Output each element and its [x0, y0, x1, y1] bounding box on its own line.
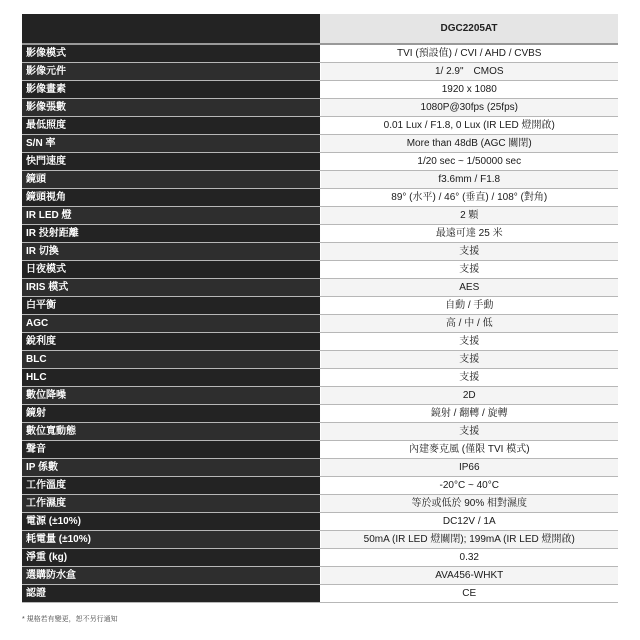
table-row: [22, 351, 618, 369]
table-row: [22, 99, 618, 117]
spec-value: 支援: [320, 351, 618, 369]
table-row: [22, 423, 618, 441]
spec-value: 2 顆: [320, 207, 618, 225]
spec-value: IP66: [320, 459, 618, 477]
spec-value: TVI (預設值) / CVI / AHD / CVBS: [320, 44, 618, 63]
spec-label: 影像張數: [22, 99, 320, 117]
table-row: [22, 441, 618, 459]
spec-value: 內建麥克風 (僅限 TVI 模式): [320, 441, 618, 459]
table-row: [22, 477, 618, 495]
table-row: [22, 63, 618, 81]
table-row: [22, 207, 618, 225]
table-row: [22, 495, 618, 513]
table-row: [22, 459, 618, 477]
spec-value: 1/ 2.9" CMOS: [320, 63, 618, 81]
spec-value: 89° (水平) / 46° (垂直) / 108° (對角): [320, 189, 618, 207]
spec-label: 銳利度: [22, 333, 320, 351]
table-row: [22, 117, 618, 135]
spec-value: More than 48dB (AGC 關閉): [320, 135, 618, 153]
spec-value: 支援: [320, 261, 618, 279]
spec-value: AVA456-WHKT: [320, 567, 618, 585]
table-row: [22, 44, 618, 63]
spec-label: 白平衡: [22, 297, 320, 315]
spec-value: 1920 x 1080: [320, 81, 618, 99]
table-row: [22, 369, 618, 387]
spec-label: AGC: [22, 315, 320, 333]
spec-label: IR LED 燈: [22, 207, 320, 225]
spec-label: 選購防水盒: [22, 567, 320, 585]
spec-value: f3.6mm / F1.8: [320, 171, 618, 189]
spec-label: 影像畫素: [22, 81, 320, 99]
spec-label: 鏡頭: [22, 171, 320, 189]
spec-label: 影像模式: [22, 44, 320, 63]
spec-value: 自動 / 手動: [320, 297, 618, 315]
spec-value: 2D: [320, 387, 618, 405]
spec-label: 最低照度: [22, 117, 320, 135]
spec-value: 1/20 sec ~ 1/50000 sec: [320, 153, 618, 171]
table-row: [22, 387, 618, 405]
spec-label: 工作溫度: [22, 477, 320, 495]
table-row: [22, 513, 618, 531]
spec-label: 日夜模式: [22, 261, 320, 279]
spec-label: 快門速度: [22, 153, 320, 171]
table-row: [22, 153, 618, 171]
spec-label: 耗電量 (±10%): [22, 531, 320, 549]
table-row: [22, 585, 618, 603]
table-row: [22, 315, 618, 333]
table-row: [22, 405, 618, 423]
spec-value: 1080P@30fps (25fps): [320, 99, 618, 117]
spec-label: 聲音: [22, 441, 320, 459]
table-row: [22, 261, 618, 279]
spec-label: 數位寬動態: [22, 423, 320, 441]
spec-value: -20°C ~ 40°C: [320, 477, 618, 495]
spec-label: HLC: [22, 369, 320, 387]
spec-value: 0.01 Lux / F1.8, 0 Lux (IR LED 燈開啟): [320, 117, 618, 135]
model-name: DGC2205AT: [320, 14, 618, 44]
table-row: [22, 531, 618, 549]
spec-label: 工作濕度: [22, 495, 320, 513]
spec-label: IP 係數: [22, 459, 320, 477]
spec-table: [22, 14, 618, 603]
footnote: * 規格若有變更，恕不另行通知: [22, 616, 118, 623]
spec-label: 認證: [22, 585, 320, 603]
spec-value: 等於或低於 90% 相對濕度: [320, 495, 618, 513]
spec-value: AES: [320, 279, 618, 297]
spec-value: 支援: [320, 423, 618, 441]
table-row: [22, 243, 618, 261]
spec-label: 電源 (±10%): [22, 513, 320, 531]
table-row: [22, 189, 618, 207]
spec-value: 支援: [320, 243, 618, 261]
spec-value: 支援: [320, 333, 618, 351]
spec-label: IR 投射距離: [22, 225, 320, 243]
spec-label: IRIS 模式: [22, 279, 320, 297]
spec-value: CE: [320, 585, 618, 603]
table-row: [22, 333, 618, 351]
spec-value: 0.32: [320, 549, 618, 567]
header-corner-cell: [22, 14, 320, 44]
spec-label: IR 切換: [22, 243, 320, 261]
spec-label: 淨重 (kg): [22, 549, 320, 567]
table-row: [22, 225, 618, 243]
spec-label: BLC: [22, 351, 320, 369]
spec-value: 最遠可達 25 米: [320, 225, 618, 243]
spec-value: DC12V / 1A: [320, 513, 618, 531]
table-row: [22, 135, 618, 153]
table-row: [22, 171, 618, 189]
table-row: [22, 549, 618, 567]
spec-value: 支援: [320, 369, 618, 387]
spec-label: 鏡射: [22, 405, 320, 423]
spec-value: 高 / 中 / 低: [320, 315, 618, 333]
spec-label: 影像元件: [22, 63, 320, 81]
table-row: [22, 567, 618, 585]
table-row: [22, 279, 618, 297]
spec-value: 鏡射 / 翻轉 / 旋轉: [320, 405, 618, 423]
table-header-row: [22, 14, 618, 44]
spec-label: S/N 率: [22, 135, 320, 153]
spec-label: 數位降噪: [22, 387, 320, 405]
table-row: [22, 297, 618, 315]
spec-value: 50mA (IR LED 燈關閉); 199mA (IR LED 燈開啟): [320, 531, 618, 549]
table-row: [22, 81, 618, 99]
spec-label: 鏡頭視角: [22, 189, 320, 207]
